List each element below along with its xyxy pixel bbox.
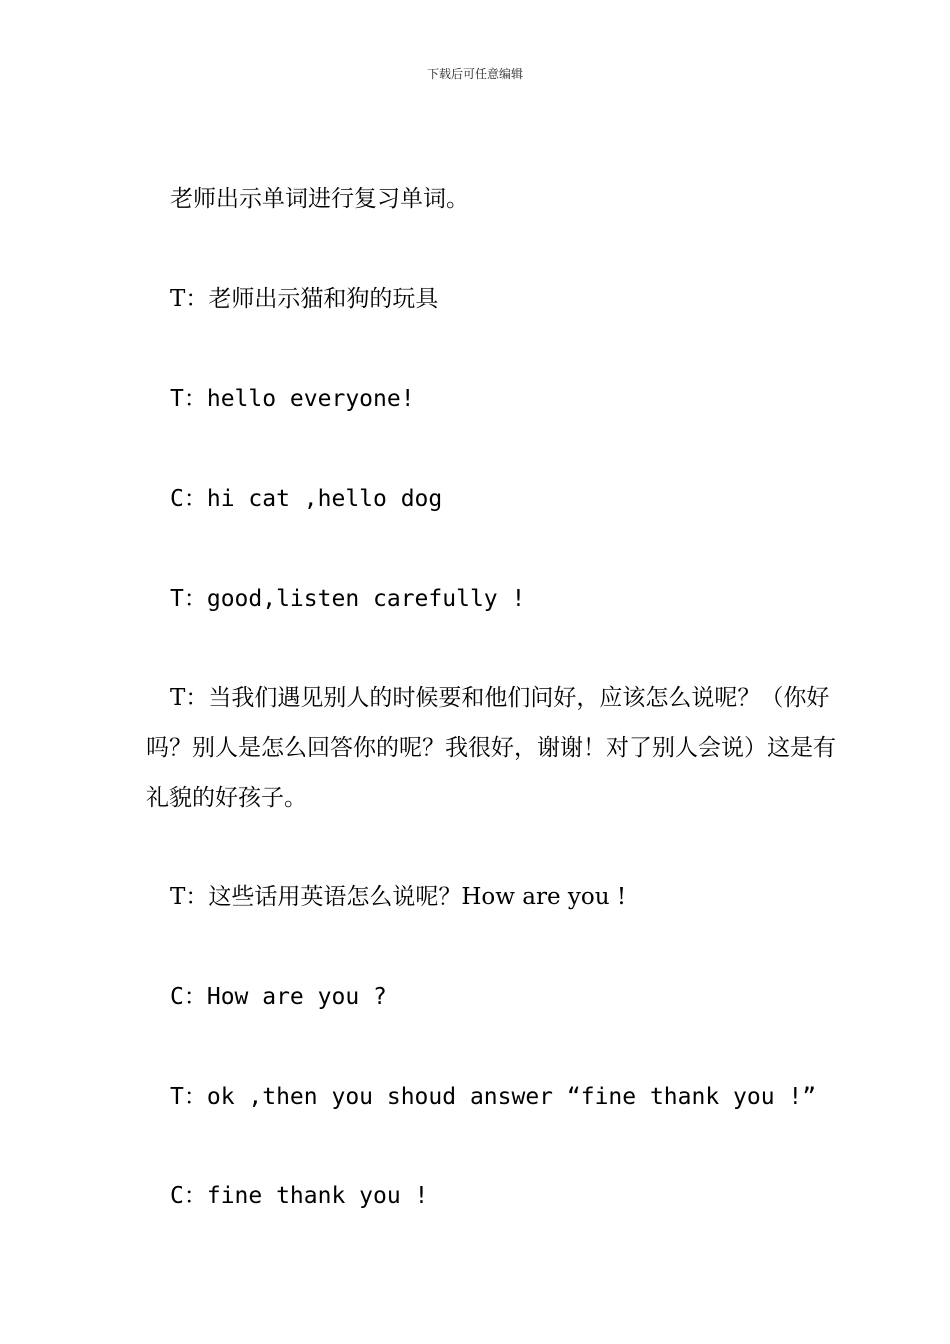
text-line-teacher-shows-toys: T：老师出示猫和狗的玩具 [170,286,439,312]
text-line-children-how-are-you: C：How are you ? [170,984,387,1010]
text-paragraph-greeting-explanation: T：当我们遇见别人的时候要和他们问好，应该怎么说呢？（你好吗？别人是怎么回答你的呢？我很好，谢谢！对了别人会说）这是有礼貌的好孩子。 [146,685,836,811]
text-line-review-words: 老师出示单词进行复习单词。 [170,186,469,212]
text-line-teacher-how-are-you: T：这些话用英语怎么说呢？How are you ! [170,884,627,910]
text-line-children-fine: C：fine thank you ! [170,1183,429,1209]
text-line-children-greeting: C：hi cat ,hello dog [170,486,443,512]
page-header-note: 下载后可任意编辑 [426,67,523,81]
text-line-teacher-hello: T：hello everyone! [170,386,415,412]
text-line-teacher-listen: T：good,listen carefully ! [170,586,526,612]
text-line-teacher-answer: T：ok ,then you shoud answer “fine thank you !” [170,1084,817,1110]
